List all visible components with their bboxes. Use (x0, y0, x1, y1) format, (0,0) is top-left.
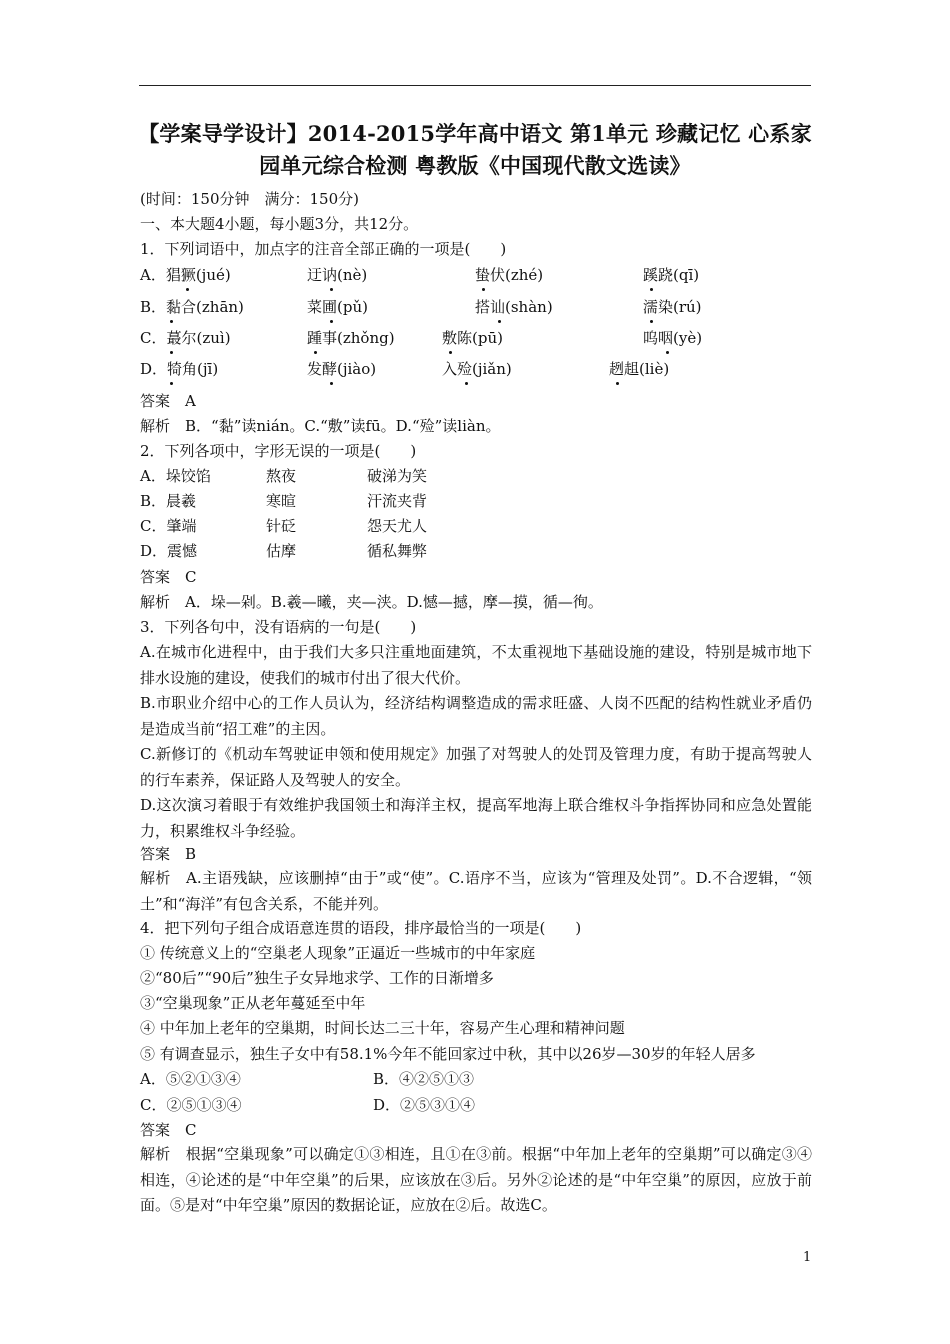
q2-option-d: D．震憾 估摩 循私舞弊 (140, 542, 428, 560)
emphasis-dot (498, 320, 501, 323)
emphasis-dot (330, 320, 333, 323)
emphasis-dot (170, 351, 173, 354)
q1-option-c: C．蕞尔(zuì) 踵事(zhǒng) 敷陈(pū) 呜咽(yè) (140, 327, 820, 353)
q1-stem: 1．下列词语中，加点字的注音全部正确的一项是( ) (140, 240, 507, 258)
q2-answer: 答案 C (140, 568, 197, 586)
section-heading: 一、本大题4小题，每小题3分，共12分。 (140, 215, 419, 233)
q4-sentence-3: ③“空巢现象”正从老年蔓延至中年 (140, 994, 366, 1012)
emphasis-dot (650, 320, 653, 323)
emphasis-dot (314, 351, 317, 354)
emphasis-dot (330, 288, 333, 291)
q3-option-a: A.在城市化进程中，由于我们大多只注重地面建筑，不太重视地下基础设施的建设，特别是城市地下排水设施的建设，使我们的城市付出了很大代价。 (140, 643, 812, 687)
emphasis-dot (170, 320, 173, 323)
header-rule (139, 85, 811, 86)
q2-option-b: B．晨羲 寒暄 汗流夹背 (140, 492, 428, 510)
q4-stem: 4．把下列句子组合成语意连贯的语段，排序最恰当的一项是( ) (140, 919, 582, 937)
q3-option-d: D.这次演习着眼于有效维护我国领土和海洋主权，提高军地海上联合维权斗争指挥协同和应急处置能力，积累维权斗争经验。 (140, 796, 812, 840)
emphasis-dot (482, 288, 485, 291)
q3-answer: 答案 B (140, 845, 197, 863)
q4-sentence-2: ②“80后”“90后”独生子女异地求学、工作的日渐增多 (140, 969, 494, 987)
q3-option-c: C.新修订的《机动车驾驶证申领和使用规定》加强了对驾驶人的处罚及管理力度，有助于提高驾驶人的行车素养，保证路人及驾驶人的安全。 (140, 745, 812, 789)
q1-analysis: 解析 B．“黏”读nián。C.“敷”读fū。D.“殓”读liàn。 (140, 417, 501, 435)
emphasis-dot (170, 382, 173, 385)
q2-option-a: A．垛饺馅 熬夜 破涕为笑 (140, 467, 428, 485)
q4-options-cd: C．②⑤①③④ D．②⑤③①④ (140, 1096, 476, 1114)
emphasis-dot (449, 351, 452, 354)
q4-sentence-5: ⑤ 有调查显示，独生子女中有58.1%今年不能回家过中秋，其中以26岁—30岁的年轻人居多 (140, 1045, 756, 1063)
q1-option-a: A．猖獗(jué) 迂讷(nè) 蛰伏(zhé) 蹊跷(qī) (140, 264, 820, 290)
emphasis-dot (616, 382, 619, 385)
q2-stem: 2．下列各项中，字形无误的一项是( ) (140, 442, 417, 460)
emphasis-dot (186, 288, 189, 291)
q4-options-ab: A．⑤②①③④ B．④②⑤①③ (140, 1070, 475, 1088)
emphasis-dot (330, 382, 333, 385)
q3-analysis: 解析 A.主语残缺，应该删掉“由于”或“使”。C.语序不当，应该为“管理及处罚”。D.不合逻辑，“领土”和“海洋”有包含关系，不能并列。 (140, 869, 812, 913)
page-number: 1 (803, 1250, 812, 1265)
document-title: 【学案导学设计】2014-2015学年高中语文 第1单元 珍藏记忆 心系家园单元综合检测 粤教版《中国现代散文选读》 (138, 121, 812, 178)
emphasis-dot (650, 288, 653, 291)
q1-answer: 答案 A (140, 392, 196, 410)
exam-meta: (时间：150分钟 满分：150分) (140, 190, 359, 208)
q4-sentence-1: ① 传统意义上的“空巢老人现象”正逼近一些城市的中年家庭 (140, 944, 536, 962)
q4-answer: 答案 C (140, 1121, 197, 1139)
q1-option-d: D．犄角(jī) 发酵(jiào) 入殓(jiǎn) 趔趄(liè) (140, 358, 820, 384)
emphasis-dot (666, 351, 669, 354)
q1-option-b: B．黏合(zhān) 菜圃(pǔ) 搭讪(shàn) 濡染(rú) (140, 296, 820, 322)
emphasis-dot (465, 382, 468, 385)
q3-option-b: B.市职业介绍中心的工作人员认为，经济结构调整造成的需求旺盛、人岗不匹配的结构性就业矛盾仍是造成当前“招工难”的主因。 (140, 694, 812, 738)
q2-analysis: 解析 A．垛—剁。B.羲—曦，夹—浃。D.憾—撼，摩—摸，循—徇。 (140, 593, 603, 611)
q2-option-c: C．肇端 针砭 怨天尤人 (140, 517, 428, 535)
q4-sentence-4: ④ 中年加上老年的空巢期，时间长达二三十年，容易产生心理和精神问题 (140, 1019, 625, 1037)
q4-analysis: 解析 根据“空巢现象”可以确定①③相连，且①在③前。根据“中年加上老年的空巢期”可以确定③④相连，④论述的是“中年空巢”的后果，应该放在③后。另外②论述的是“中年空巢”的原因，应放于前面。⑤是对“中年空巢”原因的数据论证，应放在②后。故选C。 (140, 1145, 812, 1214)
q3-stem: 3．下列各句中，没有语病的一句是( ) (140, 618, 417, 636)
